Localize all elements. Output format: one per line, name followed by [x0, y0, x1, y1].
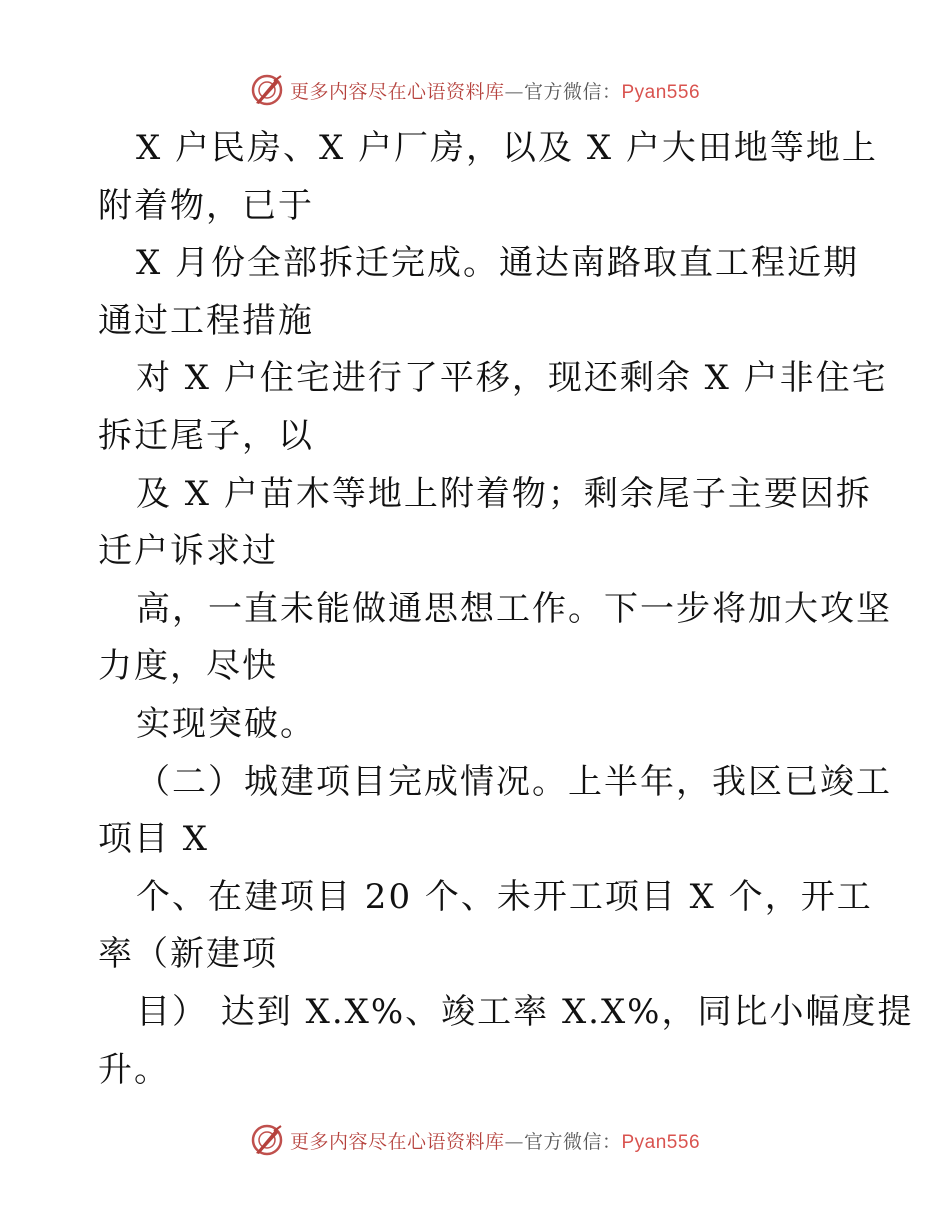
body-line: X 月份全部拆迁完成。通达南路取直工程近期: [136, 243, 860, 284]
watermark-wechat-id: Pyan556: [621, 81, 701, 103]
body-line: 率（新建项: [98, 934, 278, 975]
body-line: 实现突破。: [136, 703, 316, 744]
watermark-separator: —: [504, 80, 524, 103]
body-line: 个、在建项目 20 个、未开工项目 X 个，开工: [136, 876, 873, 917]
body-line: 目） 达到 X.X%、竣工率 X.X%，同比小幅度提: [136, 991, 914, 1032]
footer-watermark-banner: [0, 1120, 950, 1160]
watermark-wechat-id: Pyan556: [621, 1131, 701, 1153]
body-line: 对 X 户住宅进行了平移，现还剩余 X 户非住宅: [136, 358, 888, 399]
body-line: 项目 X: [98, 819, 210, 860]
body-line: 力度，尽快: [98, 646, 278, 687]
body-line: X 户民房、X 户厂房，以及 X 户大田地等地上: [136, 128, 878, 168]
body-line: 通过工程措施: [98, 300, 314, 341]
watermark-site-text: 更多内容尽在心语资料库: [289, 80, 505, 103]
body-line: 拆迁尾子，以: [98, 415, 314, 456]
watermark-text: [290, 1127, 700, 1154]
body-line: 附着物，已于: [98, 185, 314, 226]
watermark-wechat-label: 官方微信：: [523, 80, 622, 103]
quill-logo-icon: [250, 1123, 284, 1157]
watermark-site-text: 更多内容尽在心语资料库: [289, 1130, 505, 1153]
header-watermark-banner: [0, 70, 950, 110]
body-line: 迁户诉求过: [98, 531, 278, 572]
body-line: 及 X 户苗木等地上附着物；剩余尾子主要因拆: [136, 473, 872, 514]
body-line: （二）城建项目完成情况。上半年，我区已竣工: [136, 761, 892, 802]
watermark-separator: —: [504, 1130, 524, 1153]
quill-logo-icon: [250, 73, 284, 107]
watermark-text: [290, 77, 700, 104]
document-body: [98, 120, 914, 1099]
body-line: 升。: [98, 1049, 170, 1090]
body-line: 高，一直未能做通思想工作。下一步将加大攻坚: [136, 588, 892, 629]
watermark-wechat-label: 官方微信：: [523, 1130, 622, 1153]
